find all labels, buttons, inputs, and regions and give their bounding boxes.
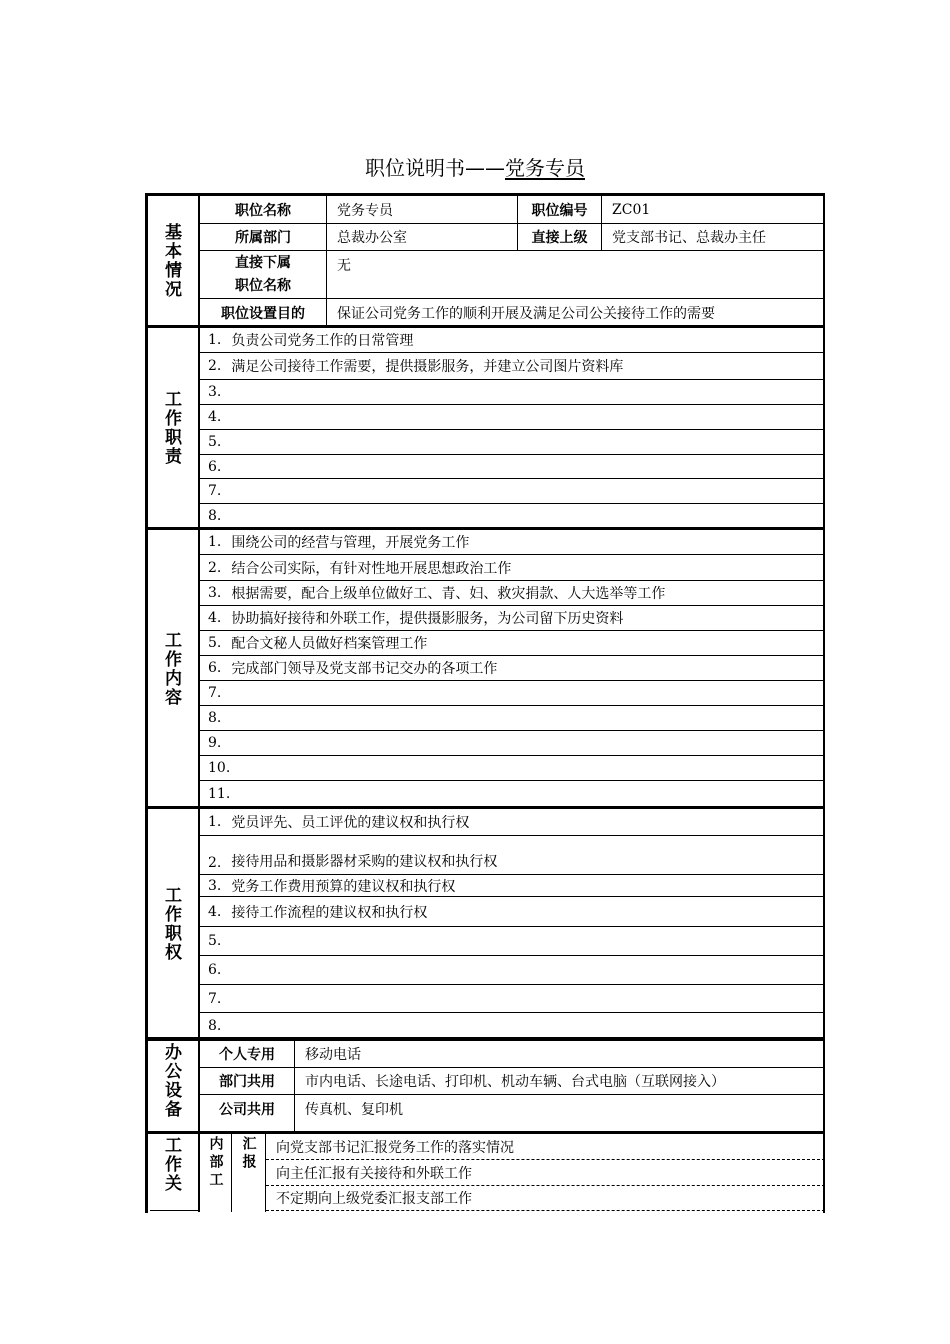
relation-item: 向党支部书记汇报党务工作的落实情况 xyxy=(276,1139,514,1156)
section-basic-info xyxy=(145,196,825,326)
bottom-edge xyxy=(150,1210,200,1211)
list-item: 6. xyxy=(200,455,825,479)
section-label-equipment: 办公设备 xyxy=(145,1041,200,1131)
equipment-label: 公司共用 xyxy=(200,1095,295,1131)
list-item: 3. xyxy=(200,380,825,405)
superior-label: 直接上级 xyxy=(518,224,602,251)
equipment-label: 个人专用 xyxy=(200,1041,295,1068)
relation-item: 向主任汇报有关接待和外联工作 xyxy=(276,1165,472,1182)
position-code-label: 职位编号 xyxy=(518,196,602,224)
list-item: 9. xyxy=(200,731,825,756)
position-code-value: ZC01 xyxy=(602,196,825,224)
list-item: 10. xyxy=(200,756,825,781)
list-item: 5. xyxy=(200,927,825,956)
list-item: 5. 配合文秘人员做好档案管理工作 xyxy=(200,631,825,656)
section-relations xyxy=(145,1134,825,1212)
equipment-value: 传真机、复印机 xyxy=(305,1102,403,1118)
list-item: 8. xyxy=(208,508,222,524)
section-label-basic: 基本情况 xyxy=(145,196,200,326)
list-item: 1. 负责公司党务工作的日常管理 xyxy=(200,328,825,353)
list-item: 1. 围绕公司的经营与管理，开展党务工作 xyxy=(200,530,825,555)
equipment-label: 部门共用 xyxy=(200,1068,295,1095)
title-position: 党务专员 xyxy=(505,156,585,180)
list-item: 5. xyxy=(200,430,825,455)
list-item: 11. xyxy=(208,786,231,802)
section-label-content: 工作内容 xyxy=(145,530,200,807)
subordinate-value: 无 xyxy=(327,251,825,299)
section-content xyxy=(145,530,825,807)
section-equipment xyxy=(145,1041,825,1131)
list-item: 2. 接待用品和摄影器材采购的建议权和执行权 xyxy=(200,836,825,875)
position-name-value: 党务专员 xyxy=(327,196,518,224)
list-item: 8. xyxy=(200,706,825,731)
dashed-divider xyxy=(266,1210,825,1211)
section-label-duties: 工作职责 xyxy=(145,328,200,528)
position-name-label: 职位名称 xyxy=(200,196,327,224)
section-authority xyxy=(145,809,825,1038)
internal-label: 内部工 xyxy=(200,1134,232,1212)
page-title xyxy=(0,152,950,181)
list-item: 7. xyxy=(200,985,825,1013)
list-item: 8. xyxy=(208,1017,222,1034)
list-item: 2. 满足公司接待工作需要，提供摄影服务，并建立公司图片资料库 xyxy=(200,353,825,380)
title-prefix: 职位说明书—— xyxy=(365,156,505,180)
list-item: 4. xyxy=(200,405,825,430)
superior-value: 党支部书记、总裁办主任 xyxy=(602,224,825,251)
list-item: 3. 党务工作费用预算的建议权和执行权 xyxy=(200,875,825,897)
list-item: 2. 结合公司实际，有针对性地开展思想政治工作 xyxy=(200,555,825,581)
report-label: 汇报 xyxy=(232,1134,266,1212)
subordinate-label: 直接下属 职位名称 xyxy=(200,251,327,299)
relation-item: 不定期向上级党委汇报支部工作 xyxy=(276,1191,472,1207)
equipment-value: 移动电话 xyxy=(295,1041,825,1068)
section-label-authority: 工作职权 xyxy=(145,809,200,1038)
purpose-value: 保证公司党务工作的顺利开展及满足公司公关接待工作的需要 xyxy=(337,305,715,322)
equipment-value: 市内电话、长途电话、打印机、机动车辆、台式电脑（互联网接入） xyxy=(295,1068,825,1095)
list-item: 6. 完成部门领导及党支部书记交办的各项工作 xyxy=(200,656,825,681)
section-label-relations: 工作关 xyxy=(145,1134,200,1212)
list-item: 6. xyxy=(200,956,825,985)
department-label: 所属部门 xyxy=(200,224,327,251)
department-value: 总裁办公室 xyxy=(327,224,518,251)
list-item: 4. 接待工作流程的建议权和执行权 xyxy=(200,897,825,927)
list-item: 1. 党员评先、员工评优的建议权和执行权 xyxy=(200,809,825,836)
list-item: 7. xyxy=(200,681,825,706)
purpose-label: 职位设置目的 xyxy=(200,299,327,326)
list-item: 3. 根据需要，配合上级单位做好工、青、妇、救灾捐款、人大选举等工作 xyxy=(200,581,825,606)
list-item: 4. 协助搞好接待和外联工作，提供摄影服务，为公司留下历史资料 xyxy=(200,606,825,631)
section-duties xyxy=(145,328,825,528)
list-item: 7. xyxy=(200,479,825,504)
